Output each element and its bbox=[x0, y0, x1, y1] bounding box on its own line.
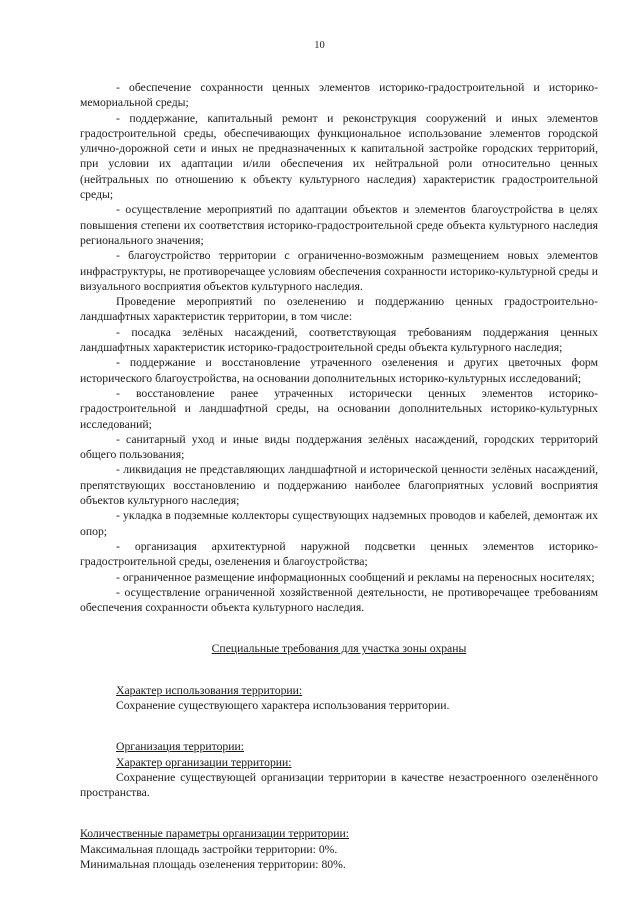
paragraph: - ликвидация не представляющих ландшафтной и исторической ценности зелёных насаждений, препятствующих восстановлению и поддержанию наиболее благоприятных условий восприятия объектов культурного наследия; bbox=[80, 463, 598, 508]
organization-text: Сохранение существующей организации территории в качестве незастроенного озеленённого пространства. bbox=[80, 770, 598, 800]
paragraph: - укладка в подземные коллекторы существующих надземных проводов и кабелей, демонтаж их опор; bbox=[80, 509, 598, 538]
organization-heading: Организация территории: bbox=[116, 740, 245, 754]
paragraph: - ограниченное размещение информационных сообщений и рекламы на переносных носителях; bbox=[116, 570, 595, 584]
paragraph: Проведение мероприятий по озеленению и поддержанию ценных градостроительно-ландшафтных характеристик территории, в том числе: bbox=[80, 295, 598, 324]
document-body bbox=[80, 80, 598, 872]
page-number: 10 bbox=[314, 40, 325, 51]
usage-text: Сохранение существующего характера использования территории. bbox=[116, 698, 450, 712]
paragraph: - восстановление ранее утраченных исторически ценных элементов историко-градостроительной и ландшафтной среды, на основании дополнительных историко-культурных исследований; bbox=[80, 386, 598, 431]
paragraph: - организация архитектурной наружной подсветки ценных элементов историко-градостроительной среды, озеленения и благоустройства; bbox=[80, 539, 598, 569]
paragraph: - посадка зелёных насаждений, соответствующая требованиям поддержания ценных ландшафтных характеристик историко-градостроительной среды объекта культурного наследия; bbox=[80, 325, 598, 355]
paragraph: - осуществление мероприятий по адаптации объектов и элементов благоустройства в целях повышения степени их соответствия историко-градостроительной среде объекта культурного наследия регионального значения; bbox=[80, 203, 598, 247]
paragraph: - поддержание, капитальный ремонт и реконструкция сооружений и иных элементов градостроительной среды, обеспечивающих функциональное использование элементов городской улично-дорожной сети и иных не предназначенных к капитальной застройке городских территорий, при условии их адаптации и/или обеспечения их нейтральной роли относительно ценных (нейтральных по отношению к объекту культурного наследия) характеристик градостроительной среды; bbox=[80, 111, 598, 202]
paragraph: - поддержание и восстановление утраченного озеленения и других цветочных форм исторического благоустройства, на основании дополнительных историко-культурных исследований; bbox=[80, 356, 598, 385]
usage-heading: Характер использования территории: bbox=[116, 683, 303, 697]
min-greening-area: Минимальная площадь озеленения территории: 80%. bbox=[80, 858, 346, 872]
quantitative-heading: Количественные параметры организации территории: bbox=[80, 827, 349, 841]
special-requirements-heading: Специальные требования для участка зоны охраны bbox=[211, 642, 467, 656]
max-building-area: Максимальная площадь застройки территории: 0%. bbox=[80, 842, 338, 856]
paragraph: - благоустройство территории с ограниченно-возможным размещением новых элементов инфраструктуры, не противоречащее условиям обеспечения сохранности историко-культурной среды и визуального восприятия объектов культурного наследия. bbox=[80, 249, 598, 293]
paragraph: - обеспечение сохранности ценных элементов историко-градостроительной и историко-мемориальной среды; bbox=[80, 81, 598, 110]
organization-sub-heading: Характер организации территории: bbox=[116, 755, 292, 769]
paragraph: - санитарный уход и иные виды поддержания зелёных насаждений, городских территорий общего пользования; bbox=[80, 432, 598, 462]
paragraph: - осуществление ограниченной хозяйственной деятельности, не противоречащее требованиям обеспечения сохранности объекта культурного наследия. bbox=[80, 585, 598, 615]
